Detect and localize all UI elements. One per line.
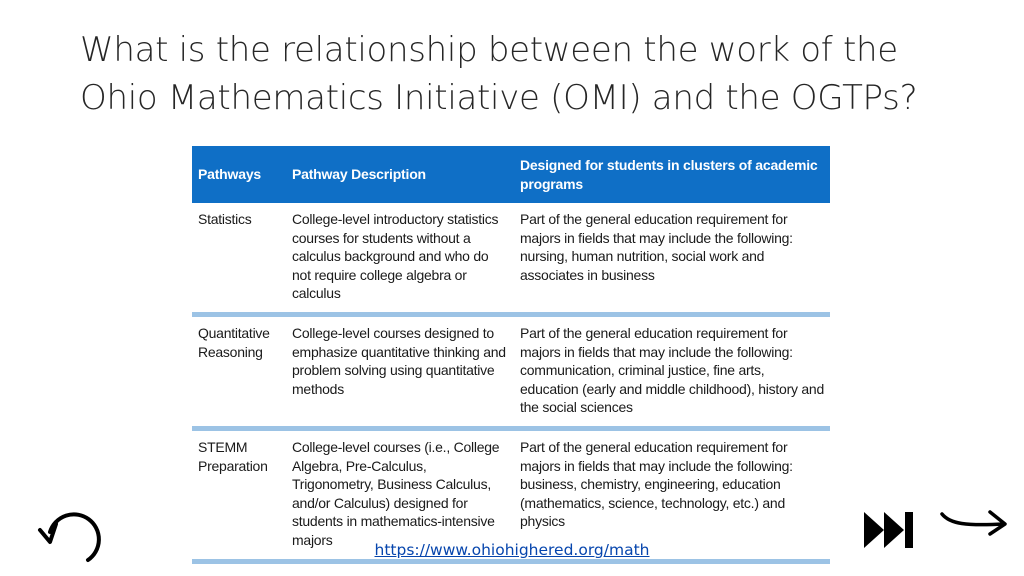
slide-title-line-2: Ohio Mathematics Initiative (OMI) and the OGTPs? [80,78,918,118]
description-cell: College-level introductory statistics courses for students without a calculus background and who do not require college algebra or calculus [286,203,514,314]
undo-arrow-icon [36,508,108,568]
header-designed-for: Designed for students in clusters of academic programs [514,146,830,203]
table-header-row [192,146,830,203]
description-cell: College-level courses (i.e., College Algebra, Pre-Calculus, Trigonometry, Business Calculus, and/or Calculus) designed for students in mathematics-intensive majors [286,428,514,561]
designed-for-cell: Part of the general education requirement for majors in fields that may include the following: nursing, human nutrition, social work and associates in business [514,203,830,314]
pathways-table [192,146,830,564]
pathway-cell: STEMM Preparation [192,428,286,561]
pathway-cell: Quantitative Reasoning [192,314,286,428]
skip-to-end-icon [862,510,916,550]
skip-to-end-button[interactable] [862,510,916,550]
pathway-cell: Statistics [192,203,286,314]
designed-for-cell: Part of the general education requirement for majors in fields that may include the following: business, chemistry, engineering, education (mathematics, science, technology, etc.) and physics [514,428,830,561]
slide-title-line-1: What is the relationship between the work of the [80,30,898,70]
header-pathway-description: Pathway Description [286,146,514,203]
back-button[interactable] [36,508,108,568]
description-cell: College-level courses designed to emphasize quantitative thinking and problem solving using quantitative methods [286,314,514,428]
table-row [192,314,830,428]
designed-for-cell: Part of the general education requirement for majors in fields that may include the following: communication, criminal justice, fine arts, education (early and middle childhood), history and the social sciences [514,314,830,428]
right-arrow-icon [940,506,1010,540]
table-row [192,203,830,314]
header-pathways: Pathways [192,146,286,203]
slide-title [80,26,980,122]
source-link[interactable]: https://www.ohiohighered.org/math [374,541,650,559]
next-button[interactable] [940,506,1010,540]
